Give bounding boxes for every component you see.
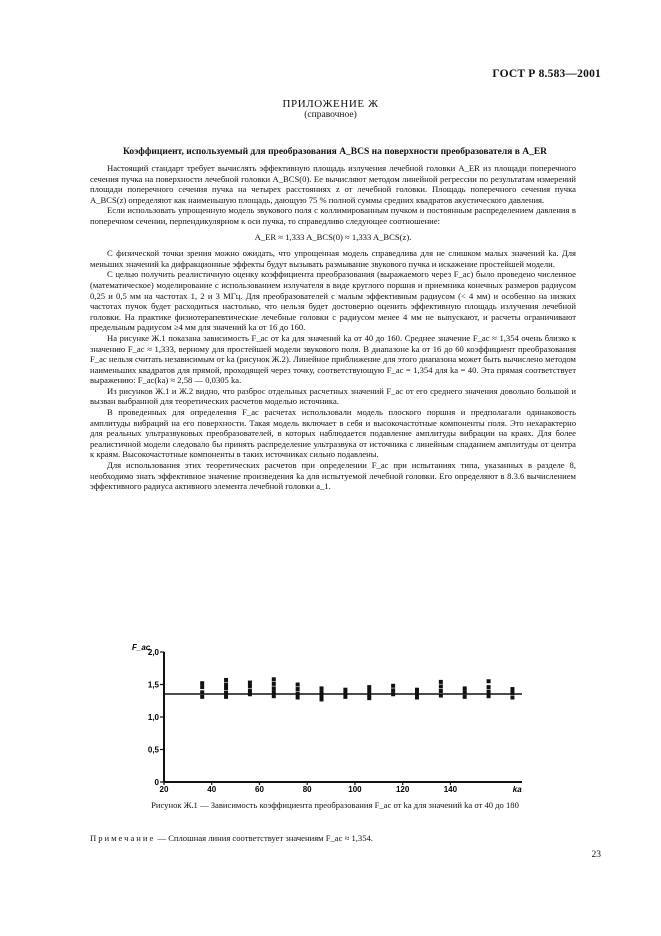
data-point xyxy=(296,683,300,687)
appendix-subtitle: (справочное) xyxy=(304,110,357,120)
data-point xyxy=(200,695,204,699)
data-point xyxy=(439,680,443,684)
data-point xyxy=(367,689,371,693)
data-point xyxy=(510,696,514,700)
chart-points xyxy=(200,677,514,701)
figure-chart xyxy=(130,640,530,797)
data-point xyxy=(224,683,228,687)
standard-header: ГОСТ Р 8.583—2001 xyxy=(492,68,601,80)
paragraph: С целью получить реалистичную оценку коэффициента преобразования (выражаемого через F_ac) было проведено численное (математическое) моделирование с использованием излучателя в виде круглого поршня и приемника конечных размеров радиусом 0,25 и 0,5 мм на частотах 1, 2 и 3 МГц. Для преобразователей с малым эффективным радиусом (< 4 мм) и особенно на низких частотах пучок будет расходиться настолько, что нельзя будет достоверно оценить эффективную площадь излучения лечебной головки. На практике физиотерапевтические лечебные головки с радиусом менее 4 мм не выпускают, и расчеты ограничивают предельным радиусом ≥4 мм для значений ka от 16 до 160. xyxy=(90,269,576,333)
note-label: Примечание xyxy=(90,833,156,843)
page-number: 23 xyxy=(591,850,601,860)
paragraph: Если использовать упрощенную модель звукового поля с коллимированным пучком и постоянным распределением давления в поперечном сечении, перпендикулярном к оси пучка, то справедливо следующее соотношение: xyxy=(90,205,576,226)
data-point xyxy=(415,688,419,692)
data-point xyxy=(200,685,204,689)
chart-axes xyxy=(164,652,522,782)
appendix-title: ПРИЛОЖЕНИЕ Ж xyxy=(282,98,379,110)
paragraph: Из рисунков Ж.1 и Ж.2 видно, что разброс отдельных расчетных значений F_ac от его среднего значения довольно большой и вызван выбранной для теоретических расчетов моделью источника. xyxy=(90,385,576,407)
formula: A_ER ≈ 1,333 A_BCS(0) ≈ 1,333 A_BCS(z). xyxy=(254,231,412,242)
x-tick-label: 20 xyxy=(159,785,169,792)
section-title: Коэффициент, используемый для преобразования A_BCS на поверхности преобразователя в A_ER xyxy=(122,147,548,157)
data-point xyxy=(487,690,491,694)
y-tick-label: 1,0 xyxy=(147,713,159,722)
x-tick-label: 120 xyxy=(395,785,410,792)
figure-note xyxy=(90,833,580,843)
data-point xyxy=(439,689,443,693)
paragraph: В проведенных для определения F_ac расчетах использовали модель плоского поршня и предполагали одинаковость амплитуды вибраций на его поверхности. Такая модель включает в себя и высокочастотные компоненты поля. Это нехарактерно для реальных ультразвуковых преобразователей, в которых наблюдается подавление амплитуды вибрации на краях. Для более реалистичной модели следовало бы принять распределение ультразвука от источника с линейным спаданием амплитуды от центра к краям. Высокочастотные компоненты в таких источниках сильно подавлены. xyxy=(90,407,576,460)
y-axis-label: F_ac xyxy=(132,643,151,652)
y-tick-label: 2,0 xyxy=(147,648,159,657)
paragraph: Для использования этих теоретических расчетов при определении F_ac при испытаниях типа, указанных в разделе 8, необходимо знать эффективное значение произведения ka для испытуемой лечебной головки. Его определяют в 8.3.6 вычислением эффективного радиуса активного элемента лечебной головки a_1. xyxy=(90,460,576,492)
data-point xyxy=(272,694,276,698)
data-point xyxy=(463,686,467,690)
data-point xyxy=(296,687,300,691)
x-tick-label: 60 xyxy=(255,785,264,792)
body-text xyxy=(90,163,576,492)
data-point xyxy=(248,684,252,688)
data-point xyxy=(367,696,371,700)
x-axis-label: ka xyxy=(512,785,522,792)
y-tick-label: 0,5 xyxy=(147,745,159,755)
paragraph: На рисунке Ж.1 показана зависимость F_ac от ka для значений ka от 40 до 160. Среднее значение F_ac ≈ 1,354 очень близко к значению F_ac ≈ 1,333, верному для простейшей модели звукового поля. В диапазоне ka от 16 до 60 коэффициент преобразования F_ac нельзя считать независимым от ka (рисунок Ж.2). Линейное приближение для этого диапазона может быть вычислено методом наименьших квадратов для прямой, проходящей через точку, соответствующую F_ac = 1,354 для ka = 40. Эта прямая соответствует выражению: F_ac(ka) ≈ 2,58 — 0,0305 ka. xyxy=(90,332,576,386)
data-point xyxy=(224,678,228,682)
data-point xyxy=(272,686,276,690)
data-point xyxy=(487,694,491,698)
data-point xyxy=(439,684,443,688)
data-point xyxy=(224,695,228,699)
data-point xyxy=(463,695,467,699)
x-tick-label: 100 xyxy=(348,785,362,792)
data-point xyxy=(248,681,252,685)
chart-ticks xyxy=(148,648,522,792)
data-point xyxy=(391,688,395,692)
note-text: — Сплошная линия соответствует значениям F_ac ≈ 1,354. xyxy=(155,833,373,843)
data-point xyxy=(510,687,514,691)
figure-caption: Рисунок Ж.1 — Зависимость коэффициента преобразования F_ac от ka для значений ka от 40 до 180 xyxy=(151,800,519,810)
x-tick-label: 80 xyxy=(302,785,312,792)
data-point xyxy=(272,677,276,681)
data-point xyxy=(391,684,395,688)
data-point xyxy=(367,685,371,689)
scatter-chart xyxy=(130,640,530,792)
paragraph: Настоящий стандарт требует вычислять эффективную площадь излучения лечебной головки A_ER из площади поперечного сечения пучка на поверхности лечебной головки A_BCS(0). Ее вычисляют методом линейной регрессии по результатам измерений площади поперечного сечения пучка на четырех расстояниях z от лечебной головки. Площадь поперечного сечения пучка A_BCS(z) определяют как наименьшую площадь, дающую 75 % полной суммы средних квадратов акустического давления. xyxy=(90,163,576,205)
x-tick-label: 40 xyxy=(207,785,217,792)
x-tick-label: 140 xyxy=(443,785,458,792)
data-point xyxy=(224,686,228,690)
y-tick-label: 0 xyxy=(154,778,159,787)
y-tick-label: 1,5 xyxy=(147,680,159,690)
data-point xyxy=(296,696,300,700)
data-point xyxy=(487,685,491,689)
data-point xyxy=(415,696,419,700)
data-point xyxy=(487,679,491,683)
paragraph: С физической точки зрения можно ожидать, что упрощенная модель справедлива для не слишком малых значений ka. Для меньших значений ka дифракционные эффекты будут вызывать размывание звукового пучка и искажение простейшей модели. xyxy=(90,248,576,269)
data-point xyxy=(320,686,324,690)
data-point xyxy=(200,681,204,685)
data-point xyxy=(320,697,324,701)
data-point xyxy=(343,695,347,699)
data-point xyxy=(272,682,276,686)
